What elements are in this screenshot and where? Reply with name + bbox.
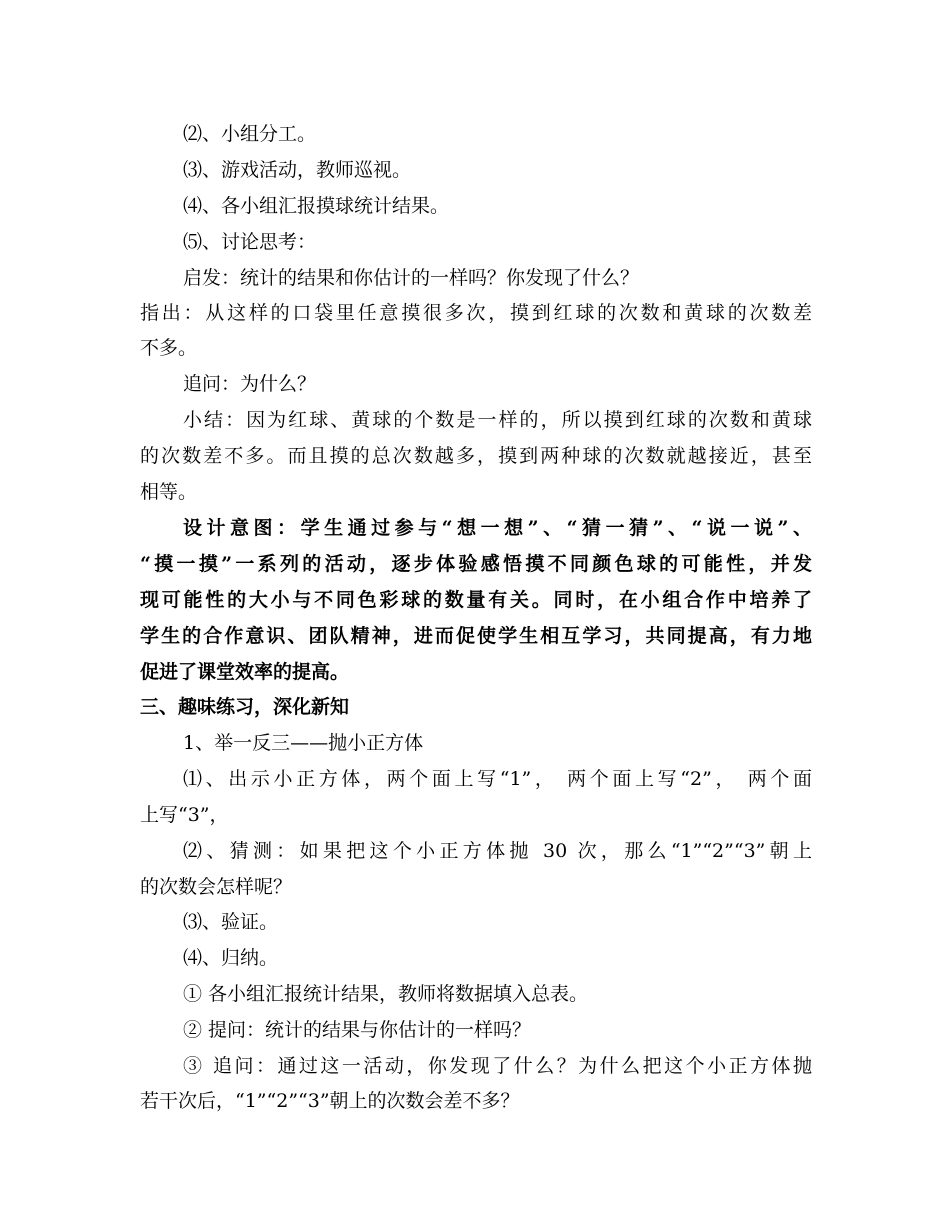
design-intent-line: “摸一摸”一系列的活动，逐步体验感悟摸不同颜色球的可能性，并发 <box>140 553 812 575</box>
text-line: ⑶、验证。 <box>183 911 279 933</box>
text-line: 指出：从这样的口袋里任意摸很多次，摸到红球的次数和黄球的次数差 <box>140 302 812 324</box>
text-line: ⑵、小组分工。 <box>183 123 317 145</box>
text-line: ② 提问：统计的结果与你估计的一样吗？ <box>183 1019 532 1041</box>
text-line: 的次数差不多。而且摸的总次数越多，摸到两种球的次数就越接近，甚至 <box>140 445 812 467</box>
text-line: ⑴、出示小正方体，两个面上写“1”， 两个面上写“2”， 两个面 <box>183 768 812 790</box>
text-line: 1、举一反三——抛小正方体 <box>183 732 424 754</box>
text-line: 若干次后，“1”“2”“3”朝上的次数会差不多？ <box>140 1090 520 1112</box>
text-line: ⑷、归纳。 <box>183 947 279 969</box>
text-line: 的次数会怎样呢？ <box>140 876 293 898</box>
text-line: 上写“3”， <box>140 804 229 826</box>
text-line: ⑵、猜测：如果把这个小正方体抛 30 次，那么“1”“2”“3”朝上 <box>183 840 812 862</box>
text-line: ⑸、讨论思考： <box>183 231 317 253</box>
text-line: 追问：为什么？ <box>183 373 317 395</box>
text-line: 相等。 <box>140 481 198 503</box>
text-line: 启发：统计的结果和你估计的一样吗？你发现了什么？ <box>183 267 640 289</box>
design-intent-line: 促进了课堂效率的提高。 <box>140 661 350 683</box>
design-intent-line: 学生的合作意识、团队精神，进而促使学生相互学习，共同提高，有力地 <box>140 625 812 647</box>
design-intent-line: 设计意图：学生通过参与“想一想”、“猜一猜”、“说一说”、 <box>183 517 812 539</box>
text-line: ① 各小组汇报统计结果，教师将数据填入总表。 <box>183 983 589 1005</box>
text-line: 不多。 <box>140 337 198 359</box>
text-line: ⑶、游戏活动，教师巡视。 <box>183 159 412 181</box>
text-line: ⑷、各小组汇报摸球统计结果。 <box>183 195 450 217</box>
section-heading: 三、趣味练习，深化新知 <box>140 696 350 718</box>
design-intent-line: 现可能性的大小与不同色彩球的数量有关。同时，在小组合作中培养了 <box>140 589 812 611</box>
text-line: ③ 追问：通过这一活动，你发现了什么？为什么把这个小正方体抛 <box>183 1055 812 1077</box>
text-line: 小结：因为红球、黄球的个数是一样的，所以摸到红球的次数和黄球 <box>183 409 812 431</box>
